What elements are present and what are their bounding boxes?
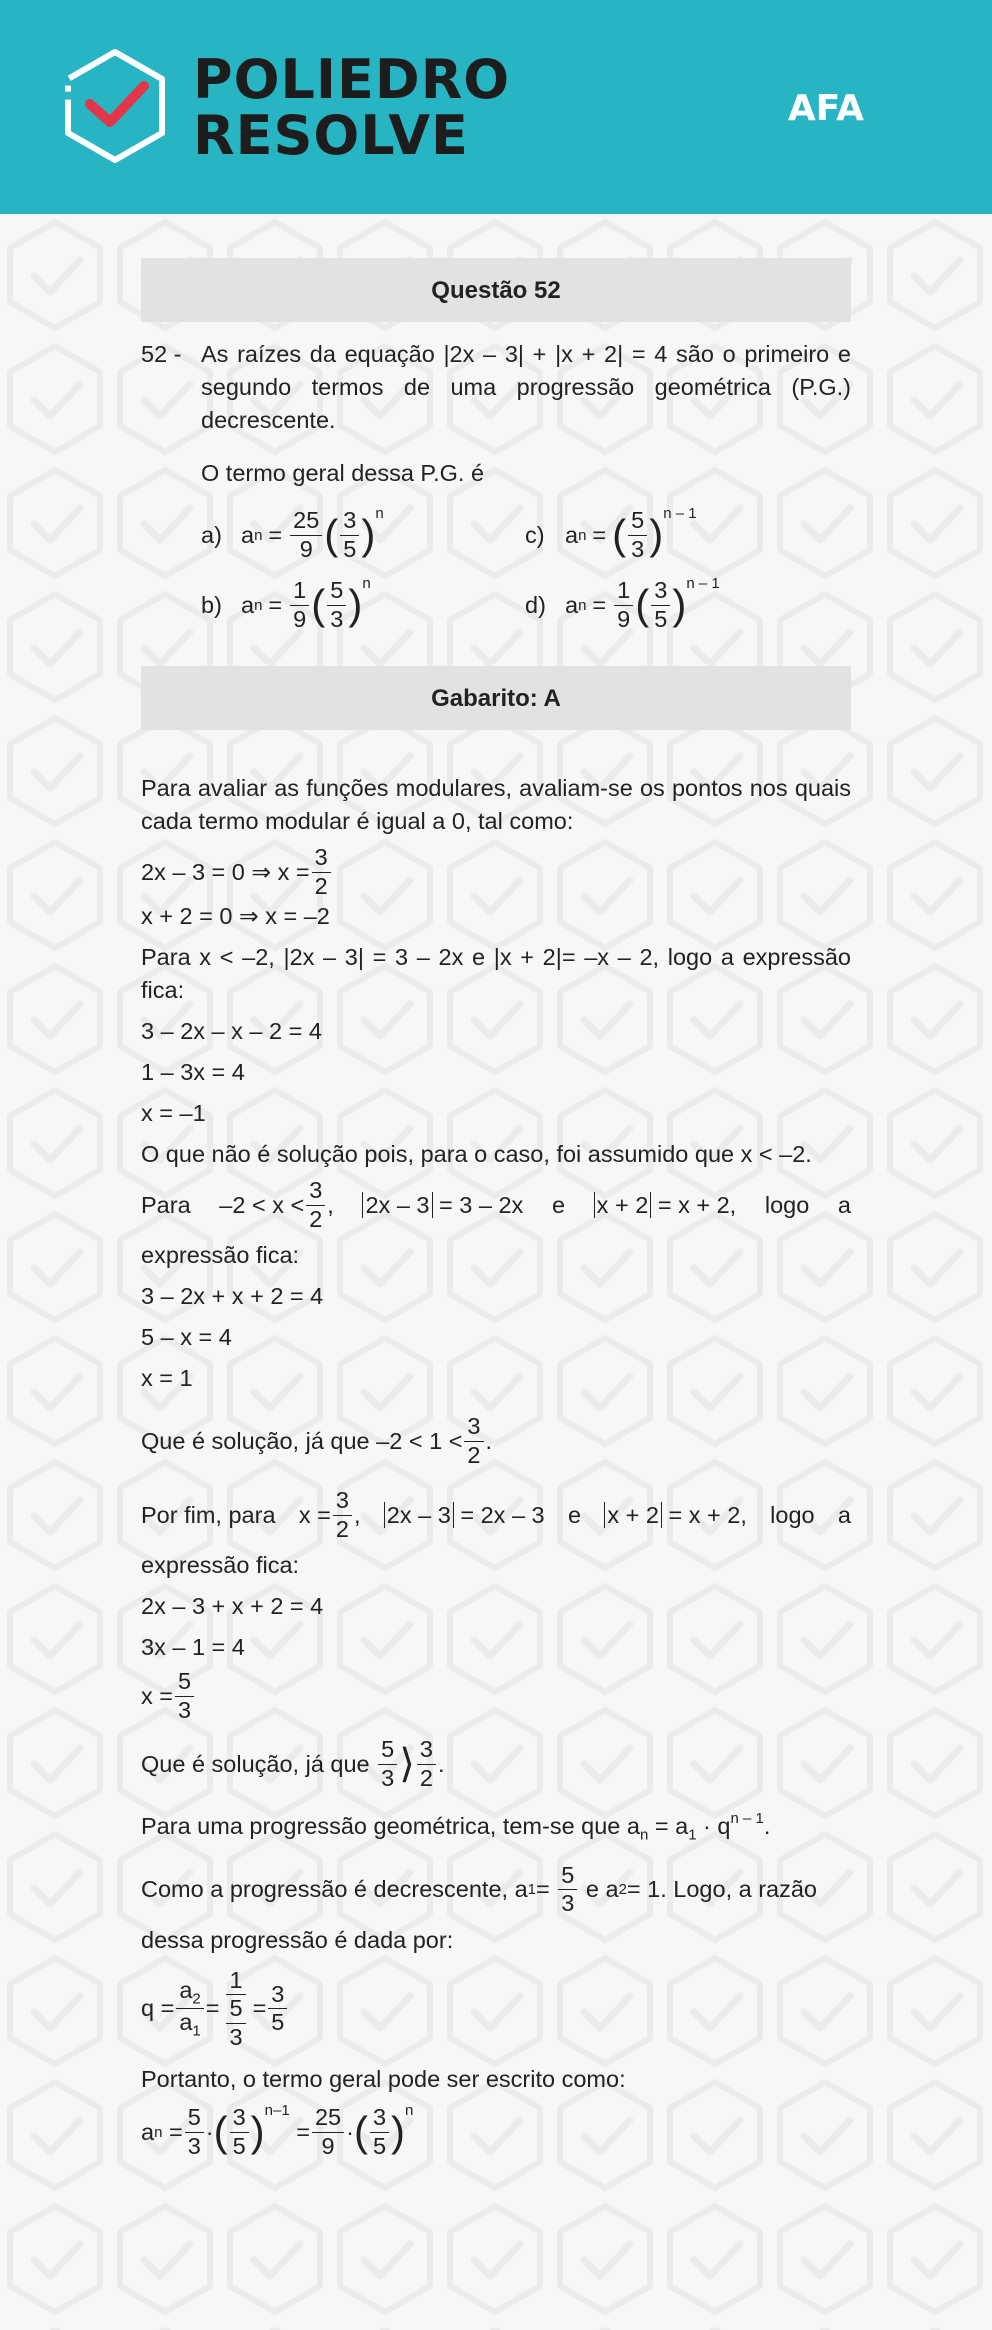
- case-1-line-1: 3 – 2x – x – 2 = 4: [141, 1018, 322, 1044]
- frac-den: 3: [187, 2132, 201, 2159]
- option-coefficient: [290, 579, 309, 631]
- option-subscript: n: [254, 526, 263, 544]
- paren-open: (: [353, 2108, 368, 2156]
- frac-den: 2: [419, 1764, 433, 1791]
- frac-den: [176, 2009, 203, 2039]
- frac-num: 3: [370, 2106, 389, 2133]
- option-a: [201, 502, 525, 568]
- option-letter: c): [525, 521, 545, 548]
- conclusion-text: Que é solução, já que: [141, 1750, 370, 1777]
- option-subscript: n: [254, 596, 263, 614]
- option-lhs: a: [241, 521, 255, 548]
- option-exponent: n – 1: [663, 504, 697, 522]
- frac-den: 5: [232, 2132, 246, 2159]
- conclusion-frac-1: [378, 1738, 397, 1790]
- text: a: [179, 1976, 193, 2003]
- final-coef-2: [312, 2106, 344, 2158]
- line-text: x =: [141, 1682, 174, 1709]
- paren-open: (: [311, 581, 326, 628]
- conclusion-text: Que é solução, já que: [141, 1427, 370, 1454]
- base-numerator: 5: [327, 579, 346, 606]
- frac-den: 2: [314, 872, 328, 899]
- root-2-eq: x + 2 = 0 ⇒ x = –2: [141, 903, 330, 929]
- question-title: Questão 52: [431, 276, 561, 304]
- frac-num: 3: [306, 1179, 325, 1206]
- exponent: n–1: [264, 2101, 290, 2119]
- exponent: n: [405, 2101, 414, 2119]
- option-coefficient: [290, 509, 322, 561]
- frac-num: 3: [312, 846, 331, 873]
- text: q =: [141, 1995, 175, 2022]
- abs-expr: 2x – 3: [384, 1502, 454, 1528]
- frac-num: 3: [333, 1489, 352, 1516]
- option-lhs: a: [565, 591, 579, 618]
- text: Para uma progressão geométrica, tem-se que a: [141, 1813, 640, 1839]
- sub: n: [154, 2123, 163, 2141]
- frac-num: 3: [230, 2106, 249, 2133]
- option-subscript: n: [578, 526, 587, 544]
- frac-den: 5: [372, 2132, 387, 2159]
- case-3-conclusion: Que é solução, já que $\frac{5}{3}$ ⟩ $\frac{3}{2}$ .: [141, 1736, 445, 1791]
- case-3-a: a: [837, 1501, 851, 1528]
- coef-denominator: 9: [299, 535, 313, 562]
- text: = 1. Logo, a razão: [626, 1876, 818, 1903]
- frac-den: [221, 1995, 250, 2049]
- case-3-logo: logo: [770, 1501, 815, 1528]
- abs-expr: x + 2: [594, 1192, 652, 1218]
- coef-denominator: 9: [293, 605, 307, 632]
- paren-close: ): [348, 581, 363, 628]
- solution: [141, 772, 851, 2158]
- decreasing-text: [141, 1861, 851, 1917]
- question-statement: As raízes da equação |2x – 3| + |x + 2| = 4 são o primeiro e segundo termos de uma progressão geométrica (P.G.) decrescente.: [201, 341, 851, 433]
- frac-num: 3: [268, 1983, 287, 2010]
- conclusion-frac: [464, 1415, 483, 1467]
- question-block: [141, 338, 851, 490]
- frac-num: 3: [464, 1415, 483, 1442]
- case-3-tail: expressão fica:: [141, 1552, 300, 1578]
- abs-result: = x + 2,: [657, 1191, 737, 1218]
- text: =: [536, 1876, 550, 1903]
- option-b: [201, 572, 525, 638]
- frac-num: 1: [226, 1969, 245, 1996]
- brand-line-1: POLIEDRO: [193, 48, 511, 111]
- abs-result: = 2x – 3: [460, 1501, 545, 1528]
- final-base-2: [370, 2106, 389, 2158]
- frac-num: 5: [226, 1997, 245, 2024]
- base-denominator: 3: [330, 605, 344, 632]
- option-exponent: n: [362, 574, 371, 592]
- case-2-frac: [306, 1179, 325, 1231]
- option-equals: =: [268, 521, 283, 548]
- abs-expr: 2x – 3: [362, 1192, 432, 1218]
- question-number: 52 -: [141, 341, 182, 367]
- case-2-line-3: x = 1: [141, 1365, 193, 1391]
- frac-den: 5: [271, 2009, 285, 2036]
- option-base: [628, 509, 647, 561]
- option-letter: d): [525, 591, 546, 618]
- root-1-text: 2x – 3 = 0 ⇒ x =: [141, 858, 310, 885]
- paren-open: (: [213, 2108, 228, 2156]
- final-coef-1: [185, 2106, 204, 2158]
- brand-line-2: RESOLVE: [193, 104, 469, 167]
- paren-close: ): [250, 2108, 265, 2156]
- case-3-line-2: 3x – 1 = 4: [141, 1634, 245, 1660]
- ratio-frac-2: [221, 1966, 250, 2050]
- case-3-text: [141, 1489, 851, 1541]
- final-base-1: [230, 2106, 249, 2158]
- paren-close: ): [361, 511, 376, 558]
- option-c: [525, 502, 855, 568]
- case-2-e: e: [551, 1191, 566, 1218]
- decreasing-tail: dessa progressão é dada por:: [141, 1926, 454, 1953]
- text: a: [179, 2009, 193, 2036]
- case-2-conclusion: Que é solução, já que –2 < 1 < $\frac{3}{2}$ .: [141, 1413, 493, 1468]
- line-frac: [175, 1670, 194, 1722]
- question-title-bar: [141, 258, 851, 322]
- case-2-mod-2: [594, 1189, 737, 1222]
- option-exponent: n – 1: [686, 574, 720, 592]
- main-content: [141, 258, 851, 2158]
- frac-den: 3: [561, 1890, 575, 1917]
- paren-close: ): [391, 2108, 406, 2156]
- frac-den: 2: [309, 1205, 323, 1232]
- frac-den: 9: [321, 2132, 335, 2159]
- option-base: [340, 509, 359, 561]
- paren-close: ): [672, 581, 687, 628]
- option-coefficient: [614, 579, 633, 631]
- case-1-line-3: x = –1: [141, 1100, 206, 1126]
- nested-frac: [226, 1997, 245, 2049]
- text: · q: [696, 1813, 731, 1839]
- option-equals: =: [592, 591, 607, 618]
- final-text: Portanto, o termo geral pode ser escrito como:: [141, 2066, 626, 2093]
- paren-open: (: [612, 511, 627, 558]
- text: e a: [585, 1876, 619, 1903]
- option-lhs: a: [241, 591, 255, 618]
- poliedro-check-logo-icon: [60, 48, 170, 164]
- header-banner: [0, 0, 992, 214]
- sub: 1: [192, 2023, 201, 2041]
- case-3-frac: [333, 1489, 352, 1541]
- coef-numerator: 1: [614, 579, 633, 606]
- option-exponent: n: [375, 504, 384, 522]
- option-lhs: a: [565, 521, 579, 548]
- frac-den: 3: [229, 2023, 243, 2050]
- pg-definition: [141, 1810, 851, 1852]
- base-numerator: 5: [628, 509, 647, 536]
- sub: 1: [688, 1826, 697, 1844]
- case-2-tail: expressão fica:: [141, 1242, 300, 1268]
- case-2-para: Para: [141, 1191, 191, 1218]
- sub: 1: [527, 1881, 537, 1899]
- coef-denominator: 9: [617, 605, 631, 632]
- option-letter: b): [201, 591, 222, 618]
- case-1-text: Para x < –2, |2x – 3| = 3 – 2x e |x + 2|= –x – 2, logo a expressão fica:: [141, 944, 851, 1003]
- case-2-a: a: [837, 1191, 851, 1218]
- ratio-frac-1: [176, 1976, 203, 2041]
- case-2-mod-1: [362, 1189, 523, 1222]
- text: .: [763, 1813, 771, 1839]
- frac-num: 25: [312, 2106, 344, 2133]
- option-subscript: n: [578, 596, 587, 614]
- frac-den: 2: [467, 1441, 481, 1468]
- base-numerator: 3: [651, 579, 670, 606]
- case-3-line-1: 2x – 3 + x + 2 = 4: [141, 1593, 324, 1619]
- brand-name: [193, 48, 511, 167]
- text: a: [141, 2118, 155, 2145]
- frac-num: 5: [558, 1864, 577, 1891]
- case-2-text: [141, 1179, 851, 1231]
- case-2-condition: –2 < x < $\frac{3}{2}$ ,: [219, 1177, 334, 1232]
- answer-title-bar: [141, 666, 851, 730]
- base-denominator: 3: [631, 535, 645, 562]
- frac-den: 2: [335, 1515, 349, 1542]
- equals: =: [252, 1995, 267, 2022]
- case-3-line-3: [141, 1670, 851, 1722]
- coef-numerator: 25: [290, 509, 322, 536]
- frac-num: [176, 1976, 203, 2010]
- base-denominator: 5: [343, 535, 357, 562]
- frac-num: 3: [417, 1738, 436, 1765]
- case-2-line-1: 3 – 2x + x + 2 = 4: [141, 1283, 324, 1309]
- coef-numerator: 1: [290, 579, 309, 606]
- option-base: [651, 579, 670, 631]
- option-base: [327, 579, 346, 631]
- answer-title: Gabarito: A: [431, 684, 561, 712]
- frac-num: 5: [378, 1738, 397, 1765]
- frac-den: 3: [178, 1696, 192, 1723]
- case-1-line-2: 1 – 3x = 4: [141, 1059, 245, 1085]
- option-equals: =: [592, 521, 607, 548]
- case-3-x: x =: [298, 1501, 331, 1528]
- conclusion-ineq: –2 < 1 <: [376, 1427, 463, 1454]
- base-denominator: 5: [654, 605, 668, 632]
- text: = a: [648, 1813, 689, 1839]
- case-1-conclusion: O que não é solução pois, para o caso, foi assumido que x < –2.: [141, 1141, 812, 1167]
- paren-open: (: [324, 511, 339, 558]
- root-1-eq: [141, 846, 851, 898]
- option-d: [525, 572, 855, 638]
- sub: n: [639, 1826, 649, 1844]
- option-letter: a): [201, 521, 222, 548]
- sub: 2: [192, 1990, 201, 2008]
- root-1-frac: [312, 846, 331, 898]
- option-equals: =: [268, 591, 283, 618]
- text: Como a progressão é decrescente, a: [141, 1876, 528, 1903]
- greater-than-sign: ⟩: [399, 1741, 415, 1786]
- exam-label: AFA: [787, 88, 864, 129]
- case-3-e: e: [567, 1501, 582, 1528]
- ratio-frac-3: [268, 1980, 287, 2036]
- case-2-logo: logo: [764, 1191, 810, 1218]
- solution-intro: Para avaliar as funções modulares, avaliam-se os pontos nos quais cada termo modular é igual a 0, tal como:: [141, 775, 851, 834]
- sub: 2: [618, 1881, 627, 1899]
- case-3-condition: x = $\frac{3}{2}$ ,: [298, 1487, 361, 1542]
- sup: n – 1: [730, 1810, 764, 1827]
- paren-close: ): [649, 511, 664, 558]
- equals: =: [205, 1995, 220, 2022]
- case-3-mod-1: [384, 1499, 545, 1532]
- frac-num: 5: [175, 1670, 194, 1697]
- abs-expr: x + 2: [604, 1502, 662, 1528]
- paren-open: (: [635, 581, 650, 628]
- question-prompt: O termo geral dessa P.G. é: [201, 460, 485, 486]
- ratio-eq: [141, 1966, 851, 2050]
- abs-result: = 3 – 2x: [439, 1191, 524, 1218]
- case-2-ineq: –2 < x <: [219, 1191, 305, 1218]
- a1-frac: [558, 1861, 577, 1917]
- abs-result: = x + 2,: [668, 1501, 747, 1528]
- final-formula: a n = $\frac{5}{3}$ · ( $\frac{3}{5}$ ) $^{n-1}$ = $\frac{25}{9}$ · ( $\frac{3}{5}$ ) $^n$: [141, 2106, 851, 2158]
- answer-options: [201, 502, 851, 638]
- case-2-line-2: 5 – x = 4: [141, 1324, 232, 1350]
- case-3-mod-2: [604, 1499, 747, 1532]
- frac-den: 3: [381, 1764, 395, 1791]
- base-numerator: 3: [340, 509, 359, 536]
- conclusion-frac-2: [417, 1738, 436, 1790]
- frac-num: 5: [185, 2106, 204, 2133]
- case-3-pre: Por fim, para: [141, 1501, 276, 1528]
